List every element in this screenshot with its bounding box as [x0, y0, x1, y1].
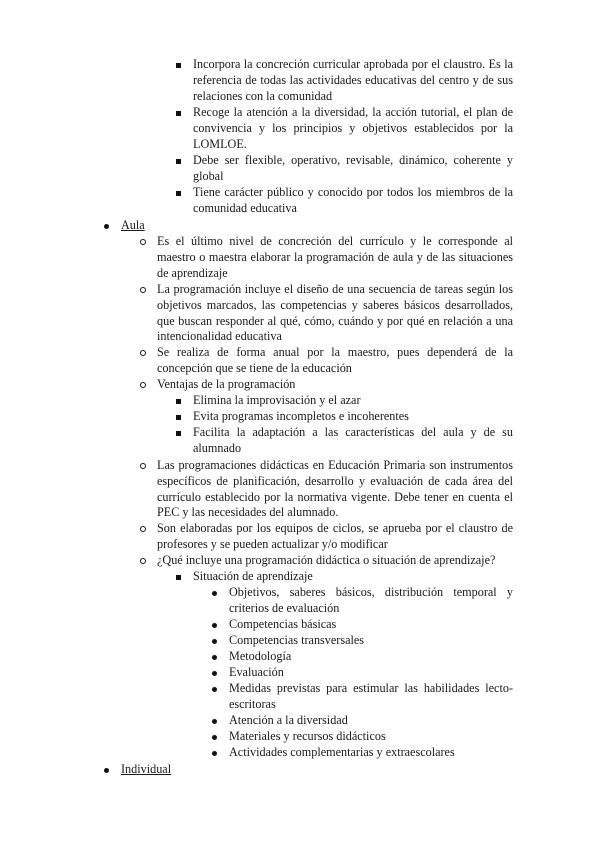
square-bullet-icon: [176, 393, 190, 410]
section-heading: Individual: [121, 762, 172, 776]
square-bullet-icon: [176, 153, 190, 170]
bullet-icon: [212, 649, 226, 666]
circle-bullet-icon: [140, 553, 154, 570]
bullet-icon: [212, 665, 226, 682]
circle-bullet-icon: [140, 377, 154, 394]
list-item-text: La programación incluye el diseño de una secuencia de tareas según los objetivos marcados, las competencias y saberes básicos desarrollados, que buscan responder al qué, cómo, cuándo y por qué en relación a una intencionalidad educativa: [157, 282, 513, 344]
square-bullet-icon: [176, 185, 190, 202]
bullet-icon: [104, 218, 118, 235]
circle-bullet-icon: [140, 345, 154, 362]
list-item-text: Elimina la improvisación y el azar: [193, 393, 361, 407]
circle-bullet-icon: [140, 282, 154, 299]
list-item-text: Debe ser flexible, operativo, revisable, dinámico, coherente y global: [193, 153, 513, 183]
bullet-icon: [212, 617, 226, 634]
bullet-icon: [212, 729, 226, 746]
list-item-text: Atención a la diversidad: [229, 713, 348, 727]
list-item-text: Medidas previstas para estimular las habilidades lecto-escritoras: [229, 681, 513, 711]
list-item-text: Evita programas incompletos e incoherentes: [193, 409, 409, 423]
circle-bullet-icon: [140, 521, 154, 538]
circle-bullet-icon: [140, 234, 154, 251]
list-item-text: Tiene carácter público y conocido por todos los miembros de la comunidad educativa: [193, 185, 513, 215]
list-item-text: Materiales y recursos didácticos: [229, 729, 386, 743]
square-bullet-icon: [176, 409, 190, 426]
list-item-text: Competencias transversales: [229, 633, 365, 647]
circle-bullet-icon: [140, 458, 154, 475]
list-item-text: Es el último nivel de concreción del currículo y le corresponde al maestro o maestra elaborar la programación de aula y de las situaciones de aprendizaje: [157, 234, 513, 280]
list-item-text: Metodología: [229, 649, 292, 663]
list-item-text: ¿Qué incluye una programación didáctica o situación de aprendizaje?: [157, 553, 496, 567]
square-bullet-icon: [176, 425, 190, 442]
list-item-text: Incorpora la concreción curricular aprobada por el claustro. Es la referencia de todas las actividades educativas del centro y de sus relaciones con la comunidad: [193, 57, 513, 103]
section-heading: Aula: [121, 218, 145, 232]
square-bullet-icon: [176, 57, 190, 74]
list-item-text: Evaluación: [229, 665, 284, 679]
bullet-icon: [212, 681, 226, 698]
square-bullet-icon: [176, 105, 190, 122]
bullet-icon: [212, 585, 226, 602]
bullet-icon: [212, 745, 226, 762]
bullet-icon: [212, 633, 226, 650]
list-item-text: Competencias básicas: [229, 617, 337, 631]
list-item-text: Situación de aprendizaje: [193, 569, 313, 583]
list-item-text: Facilita la adaptación a las características del aula y de su alumnado: [193, 425, 513, 455]
square-bullet-icon: [176, 569, 190, 586]
list-item-text: Son elaboradas por los equipos de ciclos, se aprueba por el claustro de profesores y se pueden actualizar y/o modificar: [157, 521, 513, 551]
bullet-icon: [212, 713, 226, 730]
list-item-text: Se realiza de forma anual por la maestro, pues dependerá de la concepción que se tiene de la educación: [157, 345, 513, 375]
list-item-text: Las programaciones didácticas en Educación Primaria son instrumentos específicos de planificación, desarrollo y evaluación de cada área del currículo establecido por la normativa vigente. Debe tener en cuenta el PEC y las necesidades del alumnado.: [157, 458, 513, 520]
list-item-text: Objetivos, saberes básicos, distribución temporal y criterios de evaluación: [229, 585, 513, 615]
bullet-icon: [104, 762, 118, 779]
list-item-text: Ventajas de la programación: [157, 377, 296, 391]
list-item-text: Recoge la atención a la diversidad, la acción tutorial, el plan de convivencia y los principios y objetivos establecidos por la LOMLOE.: [193, 105, 513, 151]
list-item-text: Actividades complementarias y extraescolares: [229, 745, 455, 759]
